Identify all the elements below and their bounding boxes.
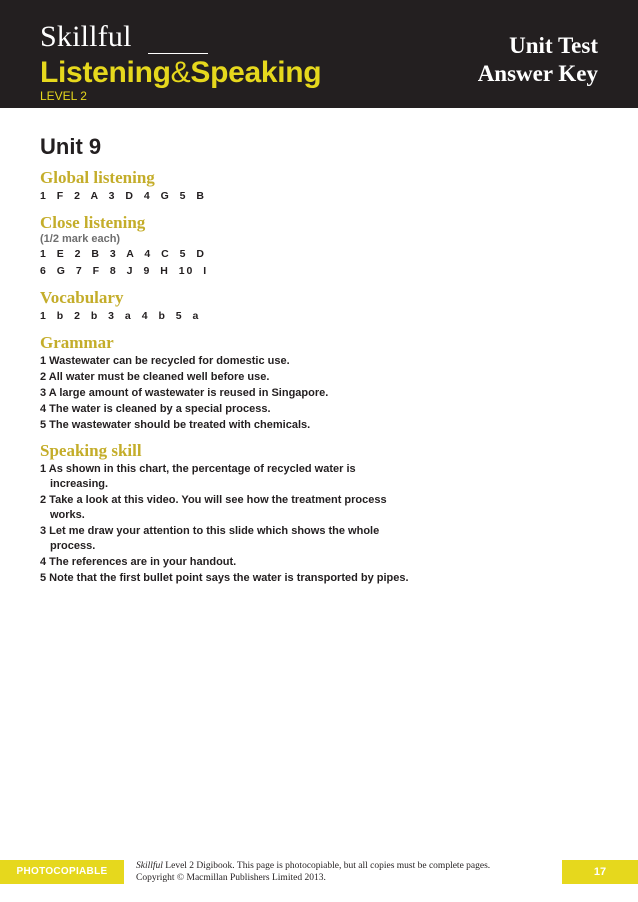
answers-close-listening-row1: 1 E 2 B 3 A 4 C 5 D [40,248,207,260]
answers-close-listening-row2: 6 G 7 F 8 J 9 H 10 I [40,265,209,277]
footer-copyright [136,860,556,884]
grammar-item: 4 The water is cleaned by a special process. [40,403,271,415]
answer-key-content [40,132,600,594]
unit-title: Unit 9 [40,134,102,159]
header-band [0,0,638,108]
section-title-grammar: Grammar [40,333,114,352]
footer-line1 [136,860,556,872]
grammar-item: 2 All water must be cleaned well before use. [40,371,270,383]
section-title-speaking-skill: Speaking skill [40,441,142,460]
answers-global-listening: 1 F 2 A 3 D 4 G 5 B [40,190,207,202]
section-title-global-listening: Global listening [40,168,155,187]
grammar-item: 3 A large amount of wastewater is reused in Singapore. [40,387,329,399]
mark-note: (1/2 mark each) [40,233,121,245]
footer-line2: Copyright © Macmillan Publishers Limited 2013. [136,873,326,883]
grammar-item: 5 The wastewater should be treated with chemicals. [40,419,311,431]
photocopiable-badge: PHOTOCOPIABLE [0,860,124,884]
grammar-item: 1 Wastewater can be recycled for domestic use. [40,355,290,367]
speaking-item: 1 As shown in this chart, the percentage of recycled water is increasing. [40,463,356,490]
brand-listening-speaking [40,54,321,92]
section-grammar [40,333,600,433]
speaking-item: 3 Let me draw your attention to this slide which shows the whole process. [40,525,380,552]
speaking-item: 5 Note that the first bullet point says the water is transported by pipes. [40,572,409,584]
section-vocabulary [40,288,600,325]
section-title-close-listening: Close listening [40,213,146,232]
page-number: 17 [562,860,638,884]
answers-vocabulary: 1 b 2 b 3 a 4 b 5 a [40,310,201,322]
brand-ampersand: & [170,56,191,89]
speaking-item: 2 Take a look at this video. You will see how the treatment process works. [40,494,387,521]
brand-listening: Listening [40,56,171,89]
section-global-listening [40,168,600,205]
brand-speaking: Speaking [190,56,322,89]
speaking-item: 4 The references are in your handout. [40,556,237,568]
section-title-vocabulary: Vocabulary [40,288,124,307]
header-title-line2: Answer Key [477,61,598,86]
section-close-listening [40,213,600,280]
section-speaking-skill [40,441,600,586]
brand-skillful: Skillful [40,20,132,53]
brand-level: LEVEL 2 [40,89,87,103]
footer-book-title: Skillful [136,861,163,871]
header-title [478,32,598,88]
footer-line1-text: Level 2 Digibook. This page is photocopiable, but all copies must be complete pages. [162,861,491,871]
header-title-line1: Unit Test [509,33,598,58]
